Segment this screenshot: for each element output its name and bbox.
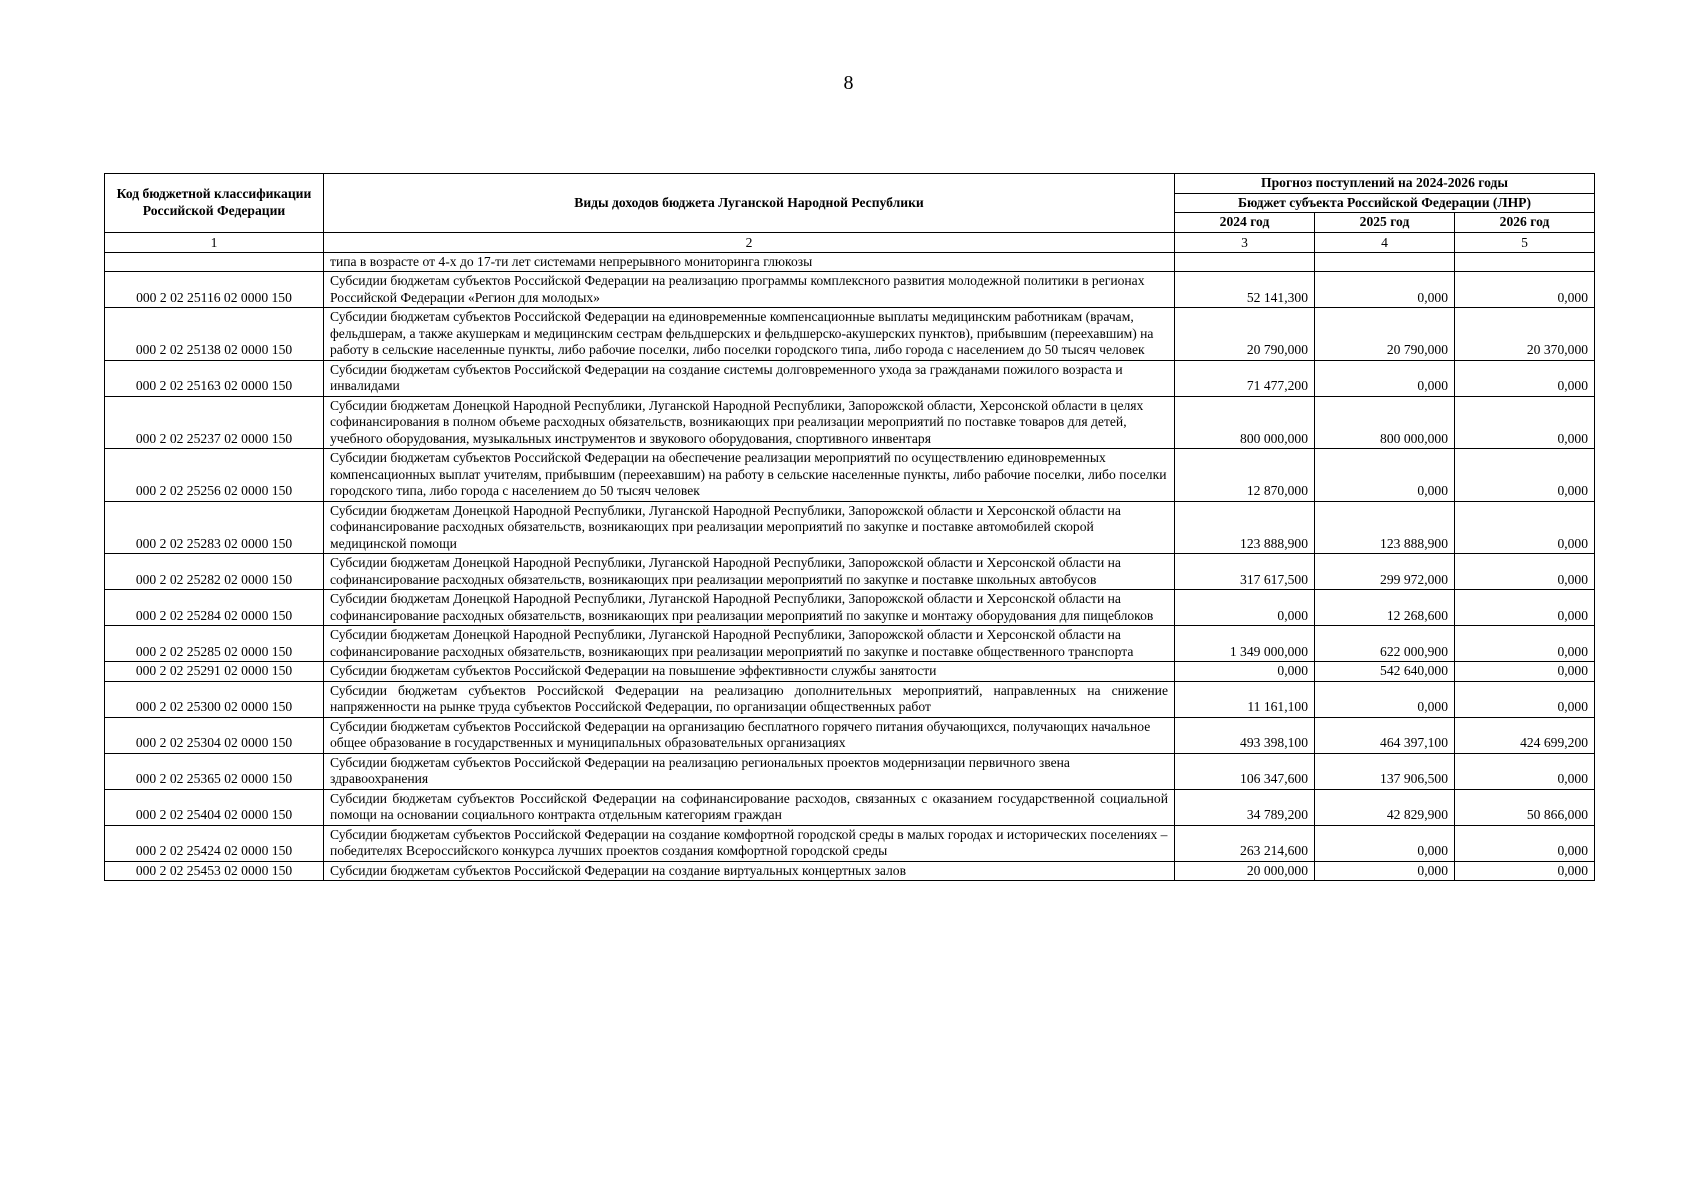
row-value-2024: 493 398,100	[1175, 717, 1315, 753]
header-budget: Бюджет субъекта Российской Федерации (ЛНР)	[1175, 193, 1595, 213]
row-value-2024: 800 000,000	[1175, 396, 1315, 449]
row-value-2025: 0,000	[1315, 272, 1455, 308]
column-number: 5	[1455, 232, 1595, 252]
row-value-2024: 20 000,000	[1175, 861, 1315, 881]
row-code: 000 2 02 25282 02 0000 150	[105, 554, 324, 590]
table-row	[105, 717, 1595, 753]
row-description: Субсидии бюджетам субъектов Российской Федерации на реализацию региональных проектов модернизации первичного звена здравоохранения	[324, 753, 1175, 789]
table-row	[105, 501, 1595, 554]
row-code: 000 2 02 25256 02 0000 150	[105, 449, 324, 502]
row-value-2024: 34 789,200	[1175, 789, 1315, 825]
table-row	[105, 554, 1595, 590]
row-value-2024: 11 161,100	[1175, 681, 1315, 717]
row-value-2026: 0,000	[1455, 861, 1595, 881]
header-year-2024: 2024 год	[1175, 213, 1315, 233]
column-number-row	[105, 232, 1595, 252]
table-row	[105, 272, 1595, 308]
row-description: типа в возрасте от 4-х до 17-ти лет системами непрерывного мониторинга глюкозы	[324, 252, 1175, 272]
row-value-2026: 424 699,200	[1455, 717, 1595, 753]
row-value-2024: 106 347,600	[1175, 753, 1315, 789]
row-value-2025: 0,000	[1315, 360, 1455, 396]
row-value-2024: 1 349 000,000	[1175, 626, 1315, 662]
table-row	[105, 360, 1595, 396]
row-description: Субсидии бюджетам субъектов Российской Федерации на создание системы долговременного ухода за гражданами пожилого возраста и инвалидами	[324, 360, 1175, 396]
table-row	[105, 626, 1595, 662]
row-code: 000 2 02 25138 02 0000 150	[105, 308, 324, 361]
table-row	[105, 308, 1595, 361]
row-value-2025: 20 790,000	[1315, 308, 1455, 361]
row-value-2025: 123 888,900	[1315, 501, 1455, 554]
row-value-2025	[1315, 252, 1455, 272]
row-value-2025: 12 268,600	[1315, 590, 1455, 626]
row-value-2025: 299 972,000	[1315, 554, 1455, 590]
row-description: Субсидии бюджетам субъектов Российской Федерации на реализацию программы комплексного развития молодежной политики в регионах Российской Федерации «Регион для молодых»	[324, 272, 1175, 308]
row-description: Субсидии бюджетам субъектов Российской Федерации на обеспечение реализации мероприятий по осуществлению единовременных компенсационных выплат учителям, прибывшим (переехавшим) на работу в сельские населенные пункты, либо рабочие поселки, либо поселки городского типа, либо города с населением до 50 тысяч человек	[324, 449, 1175, 502]
row-value-2025: 137 906,500	[1315, 753, 1455, 789]
table-row	[105, 753, 1595, 789]
row-description: Субсидии бюджетам субъектов Российской Федерации на создание виртуальных концертных залов	[324, 861, 1175, 881]
table-row	[105, 396, 1595, 449]
row-value-2024: 20 790,000	[1175, 308, 1315, 361]
table-row	[105, 590, 1595, 626]
table-row	[105, 662, 1595, 682]
row-code: 000 2 02 25163 02 0000 150	[105, 360, 324, 396]
header-row	[105, 174, 1595, 194]
row-value-2026: 0,000	[1455, 753, 1595, 789]
header-forecast: Прогноз поступлений на 2024-2026 годы	[1175, 174, 1595, 194]
column-number: 4	[1315, 232, 1455, 252]
row-code: 000 2 02 25304 02 0000 150	[105, 717, 324, 753]
row-description: Субсидии бюджетам субъектов Российской Федерации на повышение эффективности службы занятости	[324, 662, 1175, 682]
column-number: 3	[1175, 232, 1315, 252]
row-value-2026: 0,000	[1455, 360, 1595, 396]
table-row	[105, 861, 1595, 881]
row-value-2026: 20 370,000	[1455, 308, 1595, 361]
row-code: 000 2 02 25300 02 0000 150	[105, 681, 324, 717]
row-description: Субсидии бюджетам Донецкой Народной Республики, Луганской Народной Республики, Запорожской области и Херсонской области на софинансирование расходных обязательств, возникающих при реализации мероприятий по закупке и поставке общественного транспорта	[324, 626, 1175, 662]
row-value-2025: 542 640,000	[1315, 662, 1455, 682]
row-value-2024: 0,000	[1175, 590, 1315, 626]
page-number: 8	[843, 72, 854, 94]
row-code: 000 2 02 25424 02 0000 150	[105, 825, 324, 861]
row-description: Субсидии бюджетам субъектов Российской Федерации на софинансирование расходов, связанных с оказанием государственной социальной помощи на основании социального контракта отдельным категориям граждан	[324, 789, 1175, 825]
row-value-2026: 0,000	[1455, 681, 1595, 717]
row-value-2025: 0,000	[1315, 825, 1455, 861]
row-value-2026: 0,000	[1455, 449, 1595, 502]
row-value-2026: 0,000	[1455, 501, 1595, 554]
row-value-2026: 0,000	[1455, 554, 1595, 590]
row-description: Субсидии бюджетам субъектов Российской Федерации на создание комфортной городской среды в малых городах и исторических поселениях – победителях Всероссийского конкурса лучших проектов создания комфортной городской среды	[324, 825, 1175, 861]
table-row	[105, 825, 1595, 861]
header-code: Код бюджетной классификации Российской Федерации	[105, 174, 324, 233]
row-description: Субсидии бюджетам субъектов Российской Федерации на реализацию дополнительных мероприятий, направленных на снижение напряженности на рынке труда субъектов Российской Федерации, по организации общественных работ	[324, 681, 1175, 717]
table-row	[105, 681, 1595, 717]
row-description: Субсидии бюджетам субъектов Российской Федерации на организацию бесплатного горячего питания обучающихся, получающих начальное общее образование в государственных и муниципальных образовательных организациях	[324, 717, 1175, 753]
row-code: 000 2 02 25116 02 0000 150	[105, 272, 324, 308]
column-number: 1	[105, 232, 324, 252]
row-value-2024	[1175, 252, 1315, 272]
row-value-2025: 42 829,900	[1315, 789, 1455, 825]
row-value-2026: 0,000	[1455, 396, 1595, 449]
row-value-2026: 0,000	[1455, 590, 1595, 626]
header-year-2025: 2025 год	[1315, 213, 1455, 233]
row-code	[105, 252, 324, 272]
row-value-2026: 0,000	[1455, 662, 1595, 682]
row-code: 000 2 02 25404 02 0000 150	[105, 789, 324, 825]
column-number: 2	[324, 232, 1175, 252]
row-code: 000 2 02 25453 02 0000 150	[105, 861, 324, 881]
row-code: 000 2 02 25237 02 0000 150	[105, 396, 324, 449]
revenue-table	[104, 173, 1595, 881]
row-value-2026: 0,000	[1455, 626, 1595, 662]
header-desc: Виды доходов бюджета Луганской Народной Республики	[324, 174, 1175, 233]
row-code: 000 2 02 25283 02 0000 150	[105, 501, 324, 554]
row-value-2024: 0,000	[1175, 662, 1315, 682]
row-value-2026: 0,000	[1455, 272, 1595, 308]
row-value-2025: 0,000	[1315, 861, 1455, 881]
row-code: 000 2 02 25284 02 0000 150	[105, 590, 324, 626]
row-description: Субсидии бюджетам Донецкой Народной Республики, Луганской Народной Республики, Запорожской области и Херсонской области на софинансирование расходных обязательств, возникающих при реализации мероприятий по закупке и монтажу оборудования для пищеблоков	[324, 590, 1175, 626]
row-value-2024: 71 477,200	[1175, 360, 1315, 396]
row-value-2024: 123 888,900	[1175, 501, 1315, 554]
row-description: Субсидии бюджетам Донецкой Народной Республики, Луганской Народной Республики, Запорожской области и Херсонской области на софинансирование расходных обязательств, возникающих при реализации мероприятий по закупке и поставке автомобилей скорой медицинской помощи	[324, 501, 1175, 554]
row-description: Субсидии бюджетам Донецкой Народной Республики, Луганской Народной Республики, Запорожской области и Херсонской области на софинансирование расходных обязательств, возникающих при реализации мероприятий по закупке и поставке школьных автобусов	[324, 554, 1175, 590]
table-row	[105, 449, 1595, 502]
row-value-2025: 0,000	[1315, 681, 1455, 717]
row-value-2024: 12 870,000	[1175, 449, 1315, 502]
row-description: Субсидии бюджетам Донецкой Народной Республики, Луганской Народной Республики, Запорожской области, Херсонской области в целях софинансирования в полном объеме расходных обязательств, возникающих при реализации мероприятий по поставке товаров для детей, учебного оборудования, музыкальных инструментов и звукового оборудования, спортивного инвентаря	[324, 396, 1175, 449]
row-code: 000 2 02 25365 02 0000 150	[105, 753, 324, 789]
table-row	[105, 252, 1595, 272]
row-value-2026: 0,000	[1455, 825, 1595, 861]
row-value-2024: 263 214,600	[1175, 825, 1315, 861]
row-value-2026: 50 866,000	[1455, 789, 1595, 825]
table-row	[105, 789, 1595, 825]
row-value-2025: 800 000,000	[1315, 396, 1455, 449]
row-description: Субсидии бюджетам субъектов Российской Федерации на единовременные компенсационные выплаты медицинским работникам (врачам, фельдшерам, а также акушеркам и медицинским сестрам фельдшерских и фельдшерско-акушерских пунктов), прибывшим (переехавшим) на работу в сельские населенные пункты, либо рабочие поселки, либо поселки городского типа, либо города с населением до 50 тысяч человек	[324, 308, 1175, 361]
row-value-2025: 464 397,100	[1315, 717, 1455, 753]
row-value-2024: 317 617,500	[1175, 554, 1315, 590]
row-value-2025: 0,000	[1315, 449, 1455, 502]
row-value-2025: 622 000,900	[1315, 626, 1455, 662]
row-code: 000 2 02 25285 02 0000 150	[105, 626, 324, 662]
row-value-2024: 52 141,300	[1175, 272, 1315, 308]
row-code: 000 2 02 25291 02 0000 150	[105, 662, 324, 682]
header-year-2026: 2026 год	[1455, 213, 1595, 233]
row-value-2026	[1455, 252, 1595, 272]
